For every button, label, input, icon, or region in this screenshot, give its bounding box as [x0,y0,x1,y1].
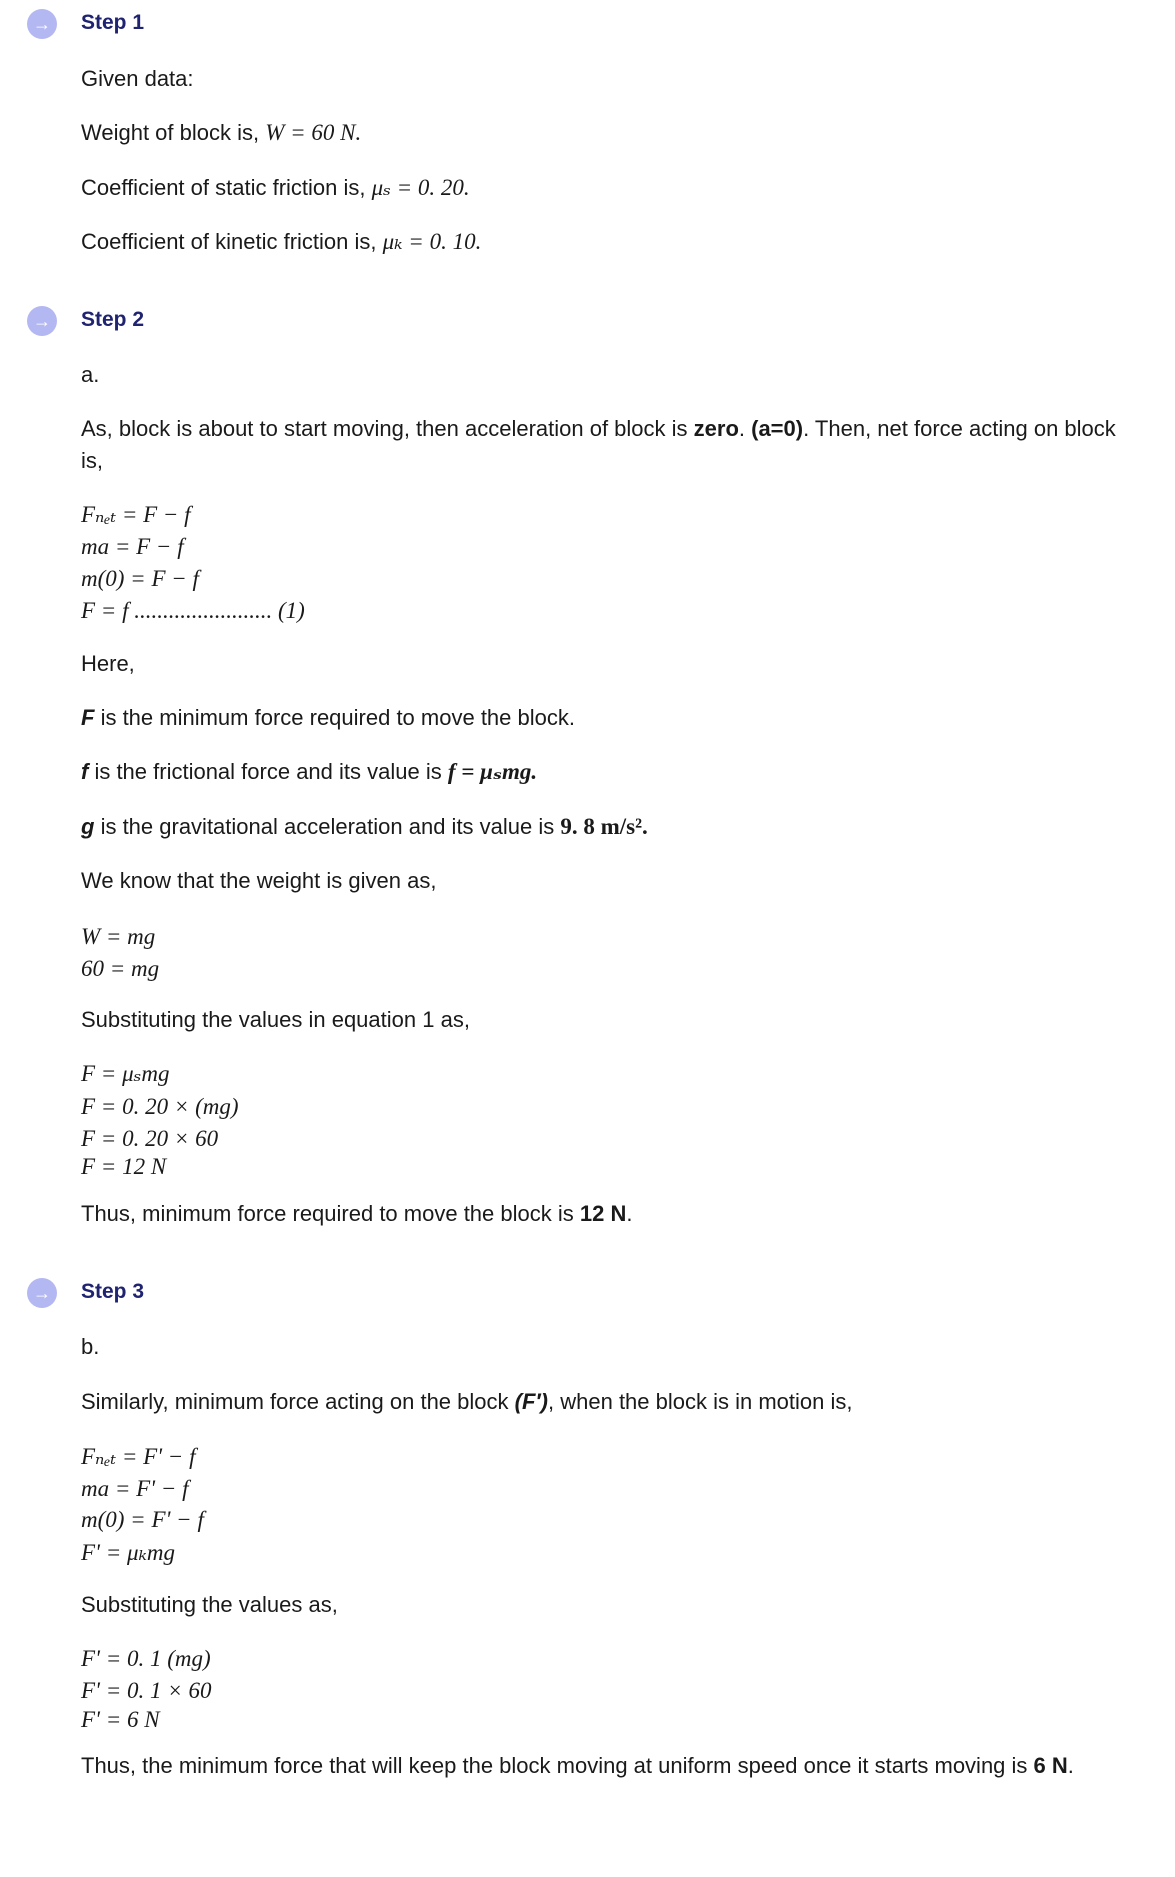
step-1-title: Step 1 [81,11,145,34]
bold: zero [693,416,739,441]
equation: F' = μₖmg [81,1540,176,1565]
symbol: F [81,705,95,730]
f-definition [81,758,537,786]
equation: F = f ........................ (1) [81,598,305,623]
text: is the gravitational acceleration and its value is [94,814,561,839]
bold: 12 N [579,1201,627,1226]
part-b: b. [81,1334,100,1359]
math: W = 60 N. [265,120,362,145]
g-definition [81,813,648,841]
text: . [1067,1753,1074,1778]
text: Similarly, minimum force acting on the block [81,1389,515,1414]
para-a [81,415,1116,443]
step-3-title: Step 3 [81,1280,145,1303]
text: . [626,1201,633,1226]
weight-intro: We know that the weight is given as, [81,868,437,893]
text: . Then, net force acting on block [803,416,1116,441]
text: , when the block is in motion is, [548,1389,853,1414]
para-a-line2: is, [81,448,103,473]
substitution-text: Substituting the values in equation 1 as, [81,1007,470,1032]
equation: ma = F' − f [81,1476,189,1501]
equation: m(0) = F' − f [81,1507,204,1532]
arrow-right-icon: → [27,9,57,39]
equation: F = 12 N [81,1154,167,1179]
static-line [81,174,470,202]
bold: (a=0) [751,416,804,441]
equation: Fₙₑₜ = F' − f [81,1444,196,1469]
conclusion-b [81,1752,1074,1780]
math: f = μₛmg. [447,759,538,784]
F-definition [81,704,575,732]
equation: F = 0. 20 × 60 [81,1126,219,1151]
equation: m(0) = F − f [81,566,199,591]
text: As, block is about to start moving, then acceleration of block is [81,416,694,441]
bold: (F′) [514,1389,549,1414]
here-label: Here, [81,651,135,676]
text: . [738,416,752,441]
equation: W = mg [81,924,156,949]
substitution-text: Substituting the values as, [81,1592,338,1617]
symbol: f [81,759,89,784]
conclusion-a [81,1200,632,1228]
part-a: a. [81,362,100,387]
equation: F' = 6 N [81,1707,160,1732]
symbol: g [81,814,95,839]
text: is the frictional force and its value is [88,759,448,784]
para-b [81,1388,853,1416]
text: Thus, the minimum force that will keep the block moving at uniform speed once it starts moving is [81,1753,1034,1778]
arrow-right-icon: → [27,306,57,336]
math: 9. 8 m/s². [560,814,648,839]
step-2-title: Step 2 [81,308,145,331]
given-label: Given data: [81,66,194,91]
equation: 60 = mg [81,956,160,981]
weight-line [81,119,361,147]
arrow-right-icon: → [27,1278,57,1308]
text: Coefficient of kinetic friction is, [81,229,383,254]
text: Coefficient of static friction is, [81,175,372,200]
equation: Fₙₑₜ = F − f [81,502,191,527]
text: Weight of block is, [81,120,266,145]
equation: ma = F − f [81,534,184,559]
text: is the minimum force required to move the block. [94,705,575,730]
equation: F' = 0. 1 (mg) [81,1646,211,1671]
equation: F = μₛmg [81,1061,170,1086]
equation: F = 0. 20 × (mg) [81,1094,239,1119]
kinetic-line [81,228,481,256]
math: μₖ = 0. 10. [382,229,482,254]
bold: 6 N [1033,1753,1068,1778]
math: μₛ = 0. 20. [371,175,470,200]
equation: F' = 0. 1 × 60 [81,1678,212,1703]
text: Thus, minimum force required to move the block is [81,1201,580,1226]
